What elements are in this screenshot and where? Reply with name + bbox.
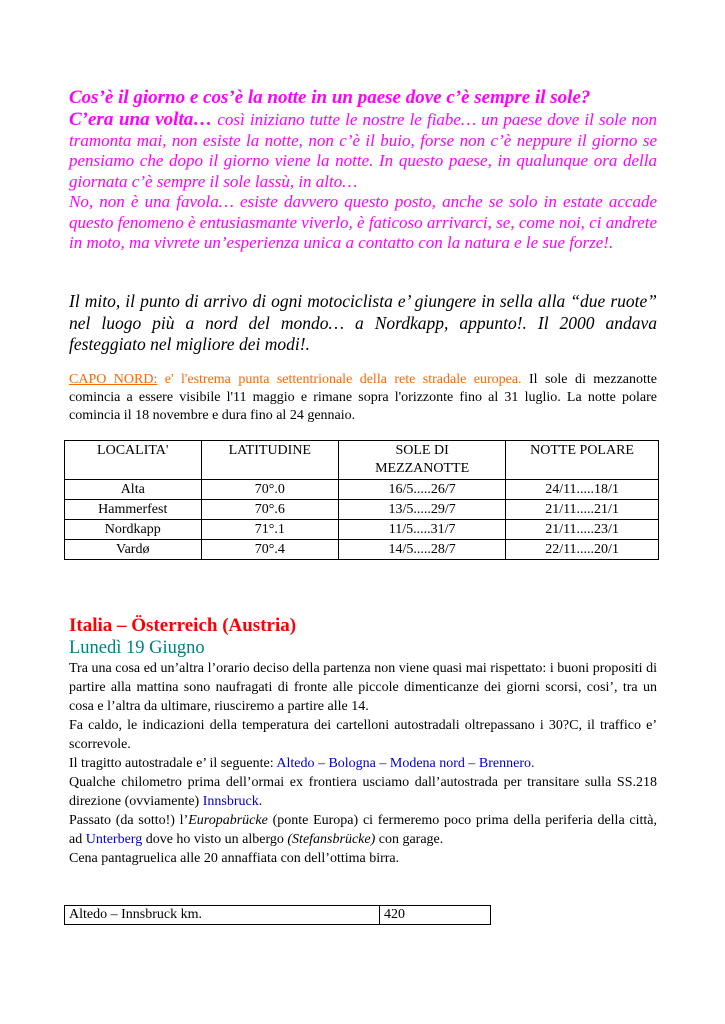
capo-nord-paragraph	[69, 371, 657, 425]
cell-localita: Hammerfest	[65, 500, 202, 520]
distance-table	[64, 905, 491, 925]
body-paragraph-5	[69, 811, 657, 849]
cell-latitudine: 70°.4	[201, 540, 339, 560]
section-date: Lunedì 19 Giugno	[69, 638, 205, 658]
cell-sole: 13/5.....29/7	[339, 500, 506, 520]
body-paragraph-3	[69, 754, 657, 773]
cell-latitudine: 71°.1	[201, 520, 339, 540]
myth-paragraph: Il mito, il punto di arrivo di ogni motociclista e’ giungere in sella alla “due ruote” nel luogo più a nord del mondo… a Nordkapp, appunto!. Il 2000 andava festeggiato nel migliore dei modi!.	[69, 291, 657, 354]
p5-part-b: (ponte Europa) ci fermeremo poco prima della periferia della città, ad	[69, 813, 658, 847]
cell-notte: 24/11.....18/1	[506, 480, 659, 500]
route-text: Altedo – Bologna – Modena nord – Brennero.	[276, 756, 535, 771]
intro-question: Cos’è il giorno e cos’è la notte in un paese dove c’è sempre il sole?	[69, 87, 591, 108]
table-header-row	[65, 441, 659, 480]
cell-notte: 21/11.....23/1	[506, 520, 659, 540]
body-paragraph-4	[69, 773, 657, 811]
table-row	[65, 500, 659, 520]
diary-body	[69, 659, 657, 868]
section-title: Italia – Österreich (Austria)	[69, 615, 297, 636]
p5-part-d: con garage.	[375, 832, 444, 847]
body-paragraph-2: Fa caldo, le indicazioni della temperatura dei cartelloni autostradali oltrepassano i 30?C, il traffico e’ scorrevole.	[69, 718, 657, 752]
intro-block	[69, 86, 657, 254]
header-sole: SOLE DI MEZZANOTTE	[339, 441, 506, 480]
cell-notte: 22/11.....20/1	[506, 540, 659, 560]
cell-sole: 14/5.....28/7	[339, 540, 506, 560]
intro-lead: C’era una volta…	[69, 109, 213, 130]
place-unterberg: Unterberg	[85, 832, 143, 847]
intro-text-2: No, non è una favola… esiste davvero questo posto, anche se solo in estate accade questo fenomeno è entusiasmante viverlo, è faticoso arrivarci, se, come noi, ci andrete in moto, ma vivrete un’esperienza unica a contatto con la natura e le sue forze!.	[69, 192, 657, 252]
place-innsbruck: Innsbruck	[202, 794, 259, 809]
distance-row	[65, 906, 491, 925]
cell-latitudine: 70°.6	[201, 500, 339, 520]
cell-localita: Vardø	[65, 540, 202, 560]
midnight-sun-table	[64, 440, 659, 560]
intro-text-1: così iniziano tutte le nostre le fiabe… un paese dove il sole non tramonta mai, non esiste la notte, non c’è il buio, forse non c’è neppure il giorno se pensiamo che dopo il giorno viene la notte. In questo paese, in qualunque ora della giornata c’è sempre il sole lassù, in alto…	[69, 110, 658, 191]
cell-sole: 16/5.....26/7	[339, 480, 506, 500]
header-localita: LOCALITA'	[65, 441, 202, 480]
cell-localita: Alta	[65, 480, 202, 500]
p5-part-a: Passato (da sotto!) l’	[69, 813, 189, 828]
hotel-name: (Stefansbrücke)	[287, 832, 376, 847]
detour-end: .	[258, 794, 263, 809]
cell-sole: 11/5.....31/7	[339, 520, 506, 540]
intro-paragraph	[69, 110, 657, 192]
cell-notte: 21/11.....21/1	[506, 500, 659, 520]
body-paragraph-1: Tra una cosa ed un’altra l’orario deciso della partenza non viene quasi mai rispettato: i buoni propositi di partire alla mattina sono naufragati di fronte alle piccole dimenticanze dei giorni scorsi, cosi’, tra un cosa e l’altra da ultimare, riusciremo a partire alle 14.	[69, 661, 657, 714]
header-latitudine: LATITUDINE	[201, 441, 339, 480]
header-notte: NOTTE POLARE	[506, 441, 659, 480]
table-row	[65, 540, 659, 560]
route-prefix: Il tragitto autostradale e’ il seguente:	[69, 756, 277, 771]
distance-route: Altedo – Innsbruck km.	[65, 906, 380, 925]
table-row	[65, 520, 659, 540]
p5-part-c: dove ho visto un albergo	[142, 832, 288, 847]
capo-nord-orange-text: e' l'estrema punta settentrionale della rete stradale europea.	[157, 372, 522, 387]
europabrucke-name: Europabrücke	[188, 813, 268, 828]
detour-text: Qualche chilometro prima dell’ormai ex frontiera usciamo dall’autostrada per transitare sulla SS.218 direzione (ovviamente)	[69, 775, 657, 809]
distance-km: 420	[380, 906, 491, 925]
cell-latitudine: 70°.0	[201, 480, 339, 500]
capo-nord-label: CAPO NORD:	[69, 372, 158, 387]
capo-nord-rest: Il sole di mezzanotte comincia a essere visibile l'11 maggio e rimane sopra l'orizzonte fino al 31 luglio. La notte polare comincia il 18 novembre e dura fino al 24 gennaio.	[69, 372, 658, 423]
cell-localita: Nordkapp	[65, 520, 202, 540]
body-paragraph-6: Cena pantagruelica alle 20 annaffiata con dell’ottima birra.	[69, 851, 400, 866]
table-row	[65, 480, 659, 500]
